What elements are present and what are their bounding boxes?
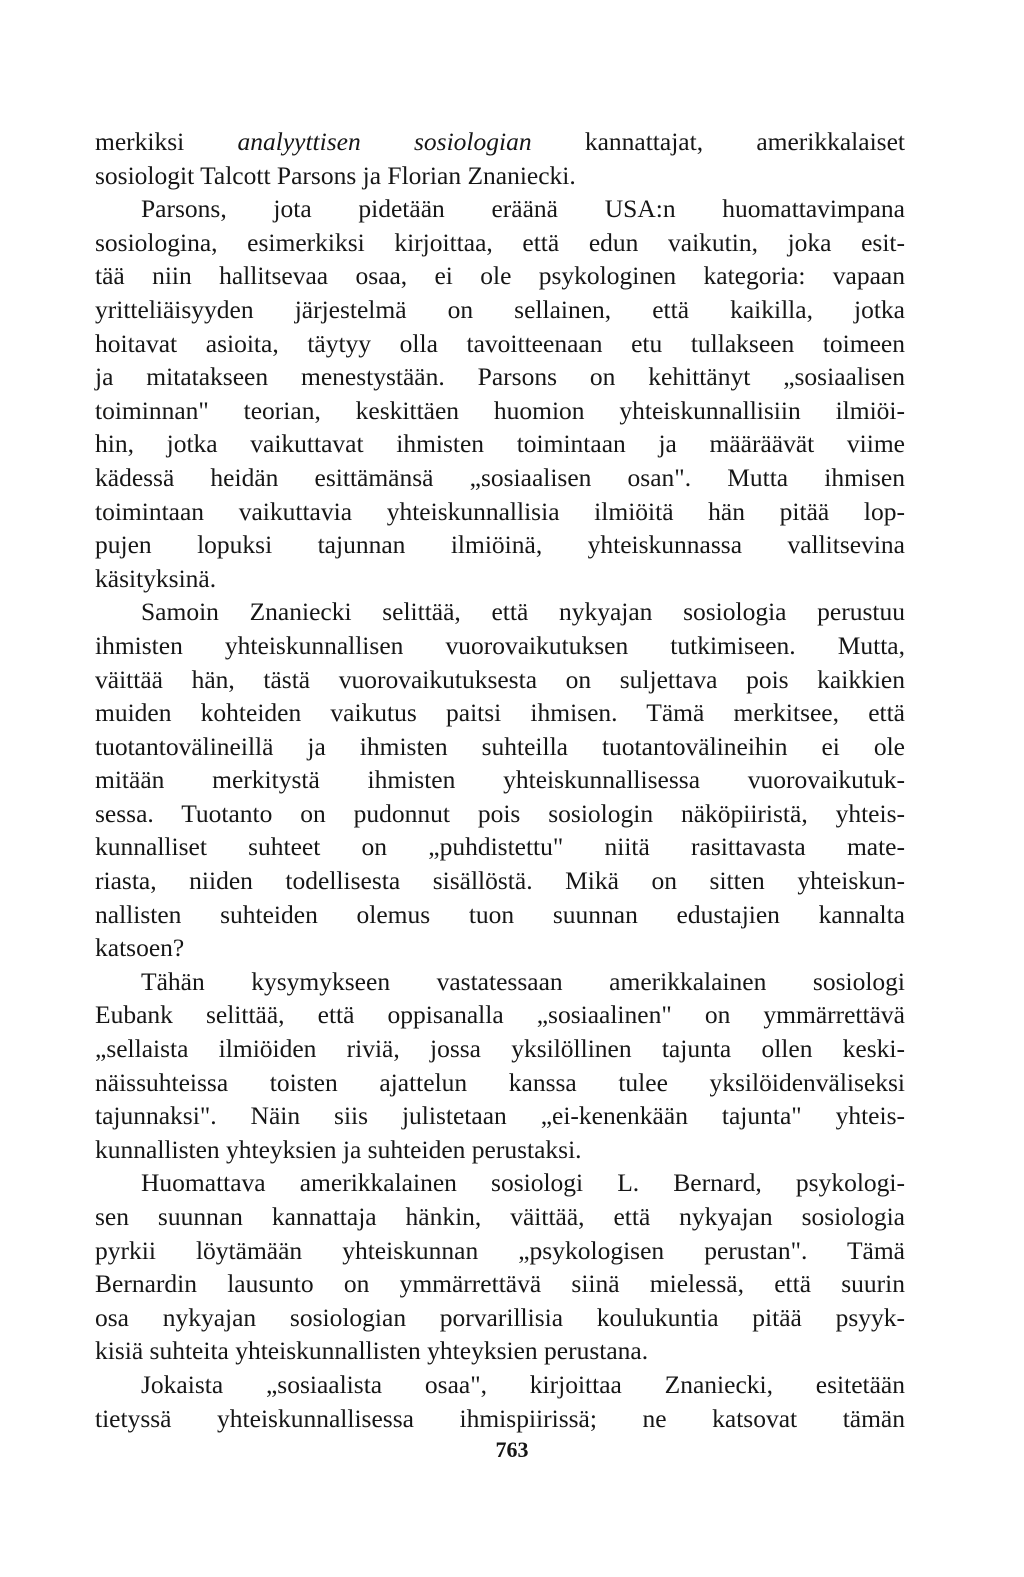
text-segment: mitään merkitystä ihmisten yhteiskunnallisessa vuorovaikutuk-: [95, 765, 905, 795]
text-segment: kisiä suhteita yhteiskunnallisten yhteyksien perustana.: [95, 1336, 649, 1366]
body-text: [95, 125, 905, 1435]
text-line: [95, 1301, 905, 1335]
text-line: [95, 293, 905, 327]
text-segment: osa nykyajan sosiologian porvarillisia koulukuntia pitää psyyk-: [95, 1302, 905, 1332]
text-line: [95, 730, 905, 764]
text-segment: nallisten suhteiden olemus tuon suunnan edustajien kannalta: [95, 899, 905, 929]
text-line: [95, 1267, 905, 1301]
text-line: [95, 192, 905, 226]
text-segment: kunnalliset suhteet on „puhdistettu" niitä rasittavasta mate-: [95, 832, 905, 862]
text-segment: näissuhteissa toisten ajattelun kanssa tulee yksilöidenväliseksi: [95, 1067, 905, 1097]
text-segment: ja mitatakseen menestystään. Parsons on kehittänyt „sosiaalisen: [95, 362, 905, 392]
text-line: [95, 864, 905, 898]
text-line: [95, 1334, 905, 1368]
text-line: [95, 495, 905, 529]
text-line: [95, 898, 905, 932]
text-segment: Jokaista „sosiaalista osaa", kirjoittaa Znaniecki, esitetään: [141, 1369, 905, 1399]
text-segment: Eubank selittää, että oppisanalla „sosiaalinen" on ymmärrettävä: [95, 1000, 905, 1030]
text-segment: Samoin Znaniecki selittää, että nykyajan sosiologia perustuu: [141, 597, 905, 627]
text-line: [95, 259, 905, 293]
text-segment: kädessä heidän esittämänsä „sosiaalisen osan". Mutta ihmisen: [95, 462, 905, 492]
text-segment: yritteliäisyyden järjestelmä on sellainen, että kaikilla, jotka: [95, 294, 905, 324]
text-segment: Bernardin lausunto on ymmärrettävä siinä mielessä, että suurin: [95, 1269, 905, 1299]
text-segment: katsoen?: [95, 933, 185, 963]
text-segment: riasta, niiden todellisesta sisällöstä. Mikä on sitten yhteiskun-: [95, 866, 905, 896]
text-segment: muiden kohteiden vaikutus paitsi ihmisen. Tämä merkitsee, että: [95, 698, 905, 728]
text-segment: Huomattava amerikkalainen sosiologi L. Bernard, psykologi-: [141, 1168, 905, 1198]
text-line: [95, 595, 905, 629]
text-line: [95, 1032, 905, 1066]
text-line: [95, 663, 905, 697]
text-segment: toiminnan" teorian, keskittäen huomion yhteiskunnallisiin ilmiöi-: [95, 395, 905, 425]
text-line: [95, 1066, 905, 1100]
text-line: [95, 797, 905, 831]
text-line: [95, 931, 905, 965]
text-line: [95, 427, 905, 461]
text-segment: hoitavat asioita, täytyy olla tavoitteenaan etu tullakseen toimeen: [95, 328, 905, 358]
text-segment: kunnallisten yhteyksien ja suhteiden perustaksi.: [95, 1134, 582, 1164]
text-line: [95, 1402, 905, 1436]
text-line: [95, 327, 905, 361]
text-segment: tajunnaksi". Näin siis julistetaan „ei-kenenkään tajunta" yhteis-: [95, 1101, 905, 1131]
text-line: [95, 763, 905, 797]
text-segment: käsityksinä.: [95, 563, 217, 593]
text-segment: sen suunnan kannattaja hänkin, väittää, että nykyajan sosiologia: [95, 1202, 905, 1231]
text-segment: merkiksi: [95, 127, 238, 156]
text-line: [95, 394, 905, 428]
text-line: [95, 1234, 905, 1268]
text-segment: pyrkii löytämään yhteiskunnan „psykologisen perustan". Tämä: [95, 1235, 905, 1265]
text-segment: sosiologit Talcott Parsons ja Florian Znaniecki.: [95, 160, 576, 190]
text-line: [95, 629, 905, 663]
text-line: [95, 1166, 905, 1200]
text-line: [95, 1099, 905, 1133]
text-line: [95, 696, 905, 730]
text-segment: hin, jotka vaikuttavat ihmisten toimintaan ja määräävät viime: [95, 429, 905, 459]
text-segment: Parsons, jota pidetään eräänä USA:n huomattavimpana: [141, 194, 905, 224]
text-line: [95, 562, 905, 596]
page-number: 763: [495, 1437, 529, 1462]
text-segment: ihmisten yhteiskunnallisen vuorovaikutuksen tutkimiseen. Mutta,: [95, 630, 905, 660]
text-segment: sessa. Tuotanto on pudonnut pois sosiologin näköpiiristä, yhteis-: [95, 798, 905, 828]
text-segment: „sellaista ilmiöiden riviä, jossa yksilöllinen tajunta ollen keski-: [95, 1034, 905, 1064]
text-line: [95, 528, 905, 562]
text-segment: tietyssä yhteiskunnallisessa ihmispiirissä; ne katsovat tämän: [95, 1403, 905, 1433]
text-line: [95, 965, 905, 999]
text-line: [95, 1133, 905, 1167]
text-segment: kannattajat, amerikkalaiset: [531, 127, 905, 156]
text-line: [95, 360, 905, 394]
text-segment: tuotantovälineillä ja ihmisten suhteilla tuotantovälineihin ei ole: [95, 731, 905, 761]
text-segment: pujen lopuksi tajunnan ilmiöinä, yhteiskunnassa vallitsevina: [95, 530, 905, 560]
text-segment: toimintaan vaikuttavia yhteiskunnallisia ilmiöitä hän pitää lop-: [95, 496, 905, 526]
text-line: [95, 125, 905, 159]
text-segment: sosiologina, esimerkiksi kirjoittaa, että edun vaikutin, joka esit-: [95, 227, 905, 257]
text-line: [95, 1368, 905, 1402]
text-line: [95, 461, 905, 495]
italic-text-segment: analyyttisen sosiologian: [237, 127, 532, 156]
text-line: [95, 1200, 905, 1234]
text-line: [95, 830, 905, 864]
text-line: [95, 159, 905, 193]
text-segment: tää niin hallitsevaa osaa, ei ole psykologinen kategoria: vapaan: [95, 261, 905, 291]
text-line: [95, 226, 905, 260]
text-segment: Tähän kysymykseen vastatessaan amerikkalainen sosiologi: [141, 966, 905, 996]
text-line: [95, 998, 905, 1032]
text-segment: väittää hän, tästä vuorovaikutuksesta on suljettava pois kaikkien: [95, 664, 905, 694]
